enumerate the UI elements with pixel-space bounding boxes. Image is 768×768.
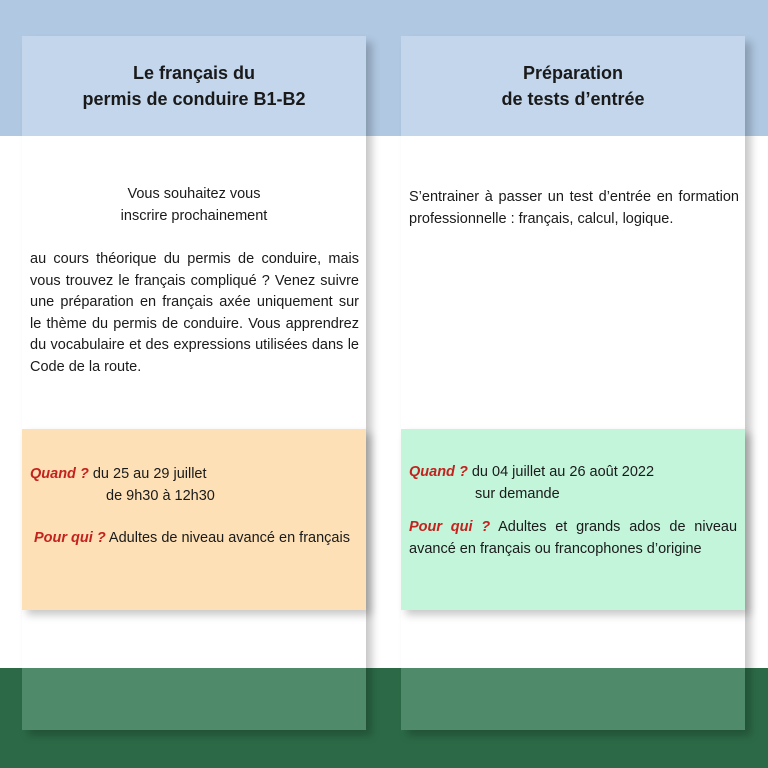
intro-text <box>22 184 366 227</box>
card-title <box>22 36 366 136</box>
title-line-1: Le français du <box>132 63 256 83</box>
when-row <box>409 462 737 484</box>
card-title <box>401 36 745 136</box>
driving-license-course-card <box>22 36 366 730</box>
who-label: Pour qui ? <box>409 519 491 535</box>
title-line-2: permis de conduire B1-B2 <box>82 89 306 109</box>
who-row <box>409 517 737 560</box>
entrance-test-prep-card <box>401 36 745 730</box>
when-dates: du 04 juillet au 26 août 2022 <box>471 464 655 480</box>
when-note: sur demande <box>475 485 560 502</box>
title-line-1: Préparation <box>522 63 624 83</box>
when-hours: de 9h30 à 12h30 <box>106 487 215 504</box>
course-description: S’entrainer à passer un test d’entrée en formation professionnelle : français, calcul, logique. <box>409 189 739 227</box>
intro-line-1: Vous souhaitez vous <box>127 186 261 202</box>
course-description: au cours théorique du permis de conduire, mais vous trouvez le français compliqué ? Venez suivre une préparation en français axée uniquement sur le thème du permis de conduire. Vous apprendrez du vocabulaire et des expressions utilisées dans le Code de la route. <box>30 251 359 375</box>
card-footer <box>22 668 366 730</box>
when-row <box>30 464 358 486</box>
info-box <box>401 429 745 610</box>
card-body <box>22 36 366 730</box>
card-body <box>401 36 745 730</box>
who-text: Adultes et grands ados de niveau avancé en français ou francophones d’origine <box>409 519 738 557</box>
who-row <box>30 528 358 550</box>
who-text: Adultes de niveau avancé en français <box>108 530 350 546</box>
when-dates: du 25 au 29 juillet <box>92 466 207 482</box>
title-line-2: de tests d’entrée <box>501 89 645 109</box>
info-box <box>22 429 366 610</box>
when-label: Quand ? <box>409 464 468 480</box>
card-footer <box>401 668 745 730</box>
who-label: Pour qui ? <box>34 530 106 546</box>
intro-line-2: inscrire prochainement <box>120 207 268 224</box>
when-label: Quand ? <box>30 466 89 482</box>
